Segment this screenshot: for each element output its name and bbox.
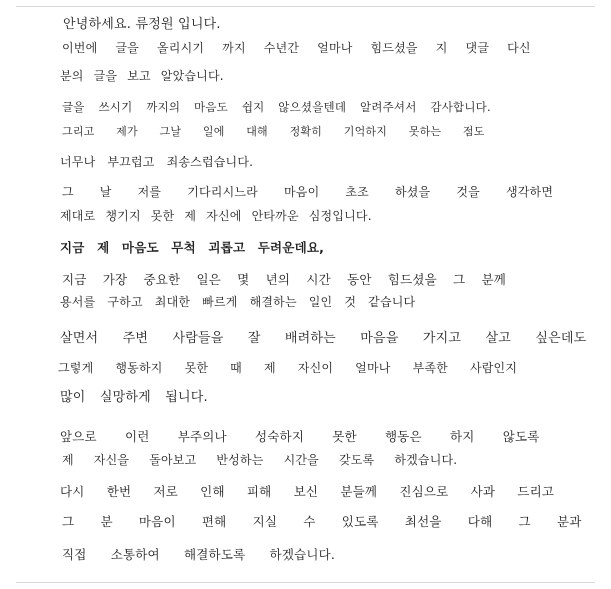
letter-line: 지금 가장 중요한 일은 몇 년의 시간 동안 힘드셨을 그 분께	[62, 272, 507, 287]
letter-line: 다시 한번 저로 인해 피해 보신 분들께 진심으로 사과 드리고	[60, 484, 555, 499]
letter-line: 이번에 글을 올리시기 까지 수년간 얼마나 힘드셨을 지 댓글 다신	[62, 41, 531, 55]
letter-line: 그 분 마음이 편해 지실 수 있도록 최선을 다해 그 분과	[62, 514, 582, 529]
letter-line: 그 날 저를 기다리시느라 마음이 초조 하셨을 것을 생각하면	[62, 185, 554, 199]
letter-line: 너무나 부끄럽고 죄송스럽습니다.	[60, 155, 254, 169]
letter-line: 제대로 챙기지 못한 제 자신에 안타까운 심정입니다.	[60, 209, 372, 223]
letter-line: 제 자신을 돌아보고 반성하는 시간을 갖도록 하겠습니다.	[62, 453, 458, 467]
letter-line: 앞으로 이런 부주의나 성숙하지 못한 행동은 하지 않도록	[60, 429, 540, 444]
letter-line: 지금 제 마음도 무척 괴롭고 두려운데요,	[60, 240, 325, 255]
letter-line: 살면서 주변 사람들을 잘 배려하는 마음을 가지고 살고 싶은데도	[60, 331, 587, 346]
letter-line-closing: 직접 소통하여 해결하도록 하겠습니다.	[62, 547, 336, 562]
letter-line: 그렇게 행동하지 못한 때 제 자신이 얼마나 부족한 사람인지	[58, 361, 518, 375]
letter-line: 용서를 구하고 최대한 빠르게 해결하는 일인 것 같습니다	[60, 295, 416, 309]
letter-line: 그리고 제가 그날 일에 대해 정확히 기억하지 못하는 점도	[62, 125, 485, 138]
letter-line: 분의 글을 보고 알았습니다.	[60, 69, 224, 83]
letter-line: 많이 실망하게 됩니다.	[60, 390, 208, 405]
letter-line: 글을 쓰시기 까지의 마음도 쉽지 않으셨을텐데 알려주셔서 감사합니다.	[62, 100, 491, 114]
letter-line-greeting: 안녕하세요. 류정원 입니다.	[63, 17, 221, 32]
